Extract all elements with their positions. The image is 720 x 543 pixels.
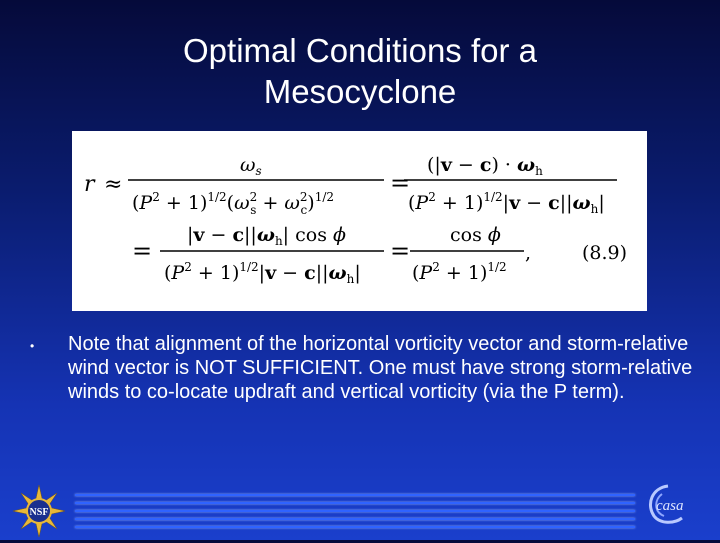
svg-text:|v − c||ωh| cos ϕ: $|v - c||\omega_h|$ cos ϕ xyxy=(187,224,346,248)
svg-text:=: = xyxy=(132,237,153,265)
bullet-text: Note that alignment of the horizontal vorticity vector and storm-relative wind vector is NOT SUFFICIENT. One must have strong storm-relative winds to co-locate updraft and vertical vorticity (via the P term). xyxy=(68,333,693,403)
svg-text:ωs: $\omega_s$ xyxy=(240,154,262,178)
bullet-marker: • xyxy=(30,339,35,353)
svg-text:(P2 + 1)1/2(ω2s + ω2c)1/2: $(P^2 + 1)^{1/2}(\omega^2$ $s + \omega^2$ c)$^{1/2}$ xyxy=(132,190,335,217)
title-line-1: Optimal Conditions for a xyxy=(183,32,537,69)
svg-text:,: , xyxy=(525,242,532,264)
svg-text:=: = xyxy=(390,237,411,265)
casa-logo xyxy=(640,478,700,528)
svg-text:(P2 + 1)1/2|v − c||ωh|: $(P^2 + 1)^{1/2}|v - c||\omega_h|$ xyxy=(408,190,605,216)
svg-text:r: r xyxy=(84,172,95,197)
equation-image xyxy=(72,131,647,311)
nsf-logo xyxy=(10,484,68,538)
nsf-logo-text: NSF xyxy=(29,507,49,518)
casa-logo-text: casa xyxy=(656,498,684,514)
svg-text:cos ϕ: cos ϕ xyxy=(450,224,501,246)
equation-number: (8.9) xyxy=(582,242,628,264)
svg-text:(P2 + 1)1/2: $(P^2 + 1)^{1/2}$ xyxy=(412,260,507,284)
svg-text:≈: ≈ xyxy=(104,172,123,197)
slide-title xyxy=(100,30,620,112)
footer-lines xyxy=(75,494,635,528)
svg-text:(P2 + 1)1/2|v − c||ωh|: $(P^2 + 1)^{1/2}|v - c||\omega_h|$ xyxy=(164,260,361,286)
svg-text:=: = xyxy=(390,169,411,197)
svg-text:(|v − c) · ωh: $(|v - c) \cdot \omega_h$ xyxy=(427,154,543,178)
title-line-2: Mesocyclone xyxy=(263,73,457,110)
